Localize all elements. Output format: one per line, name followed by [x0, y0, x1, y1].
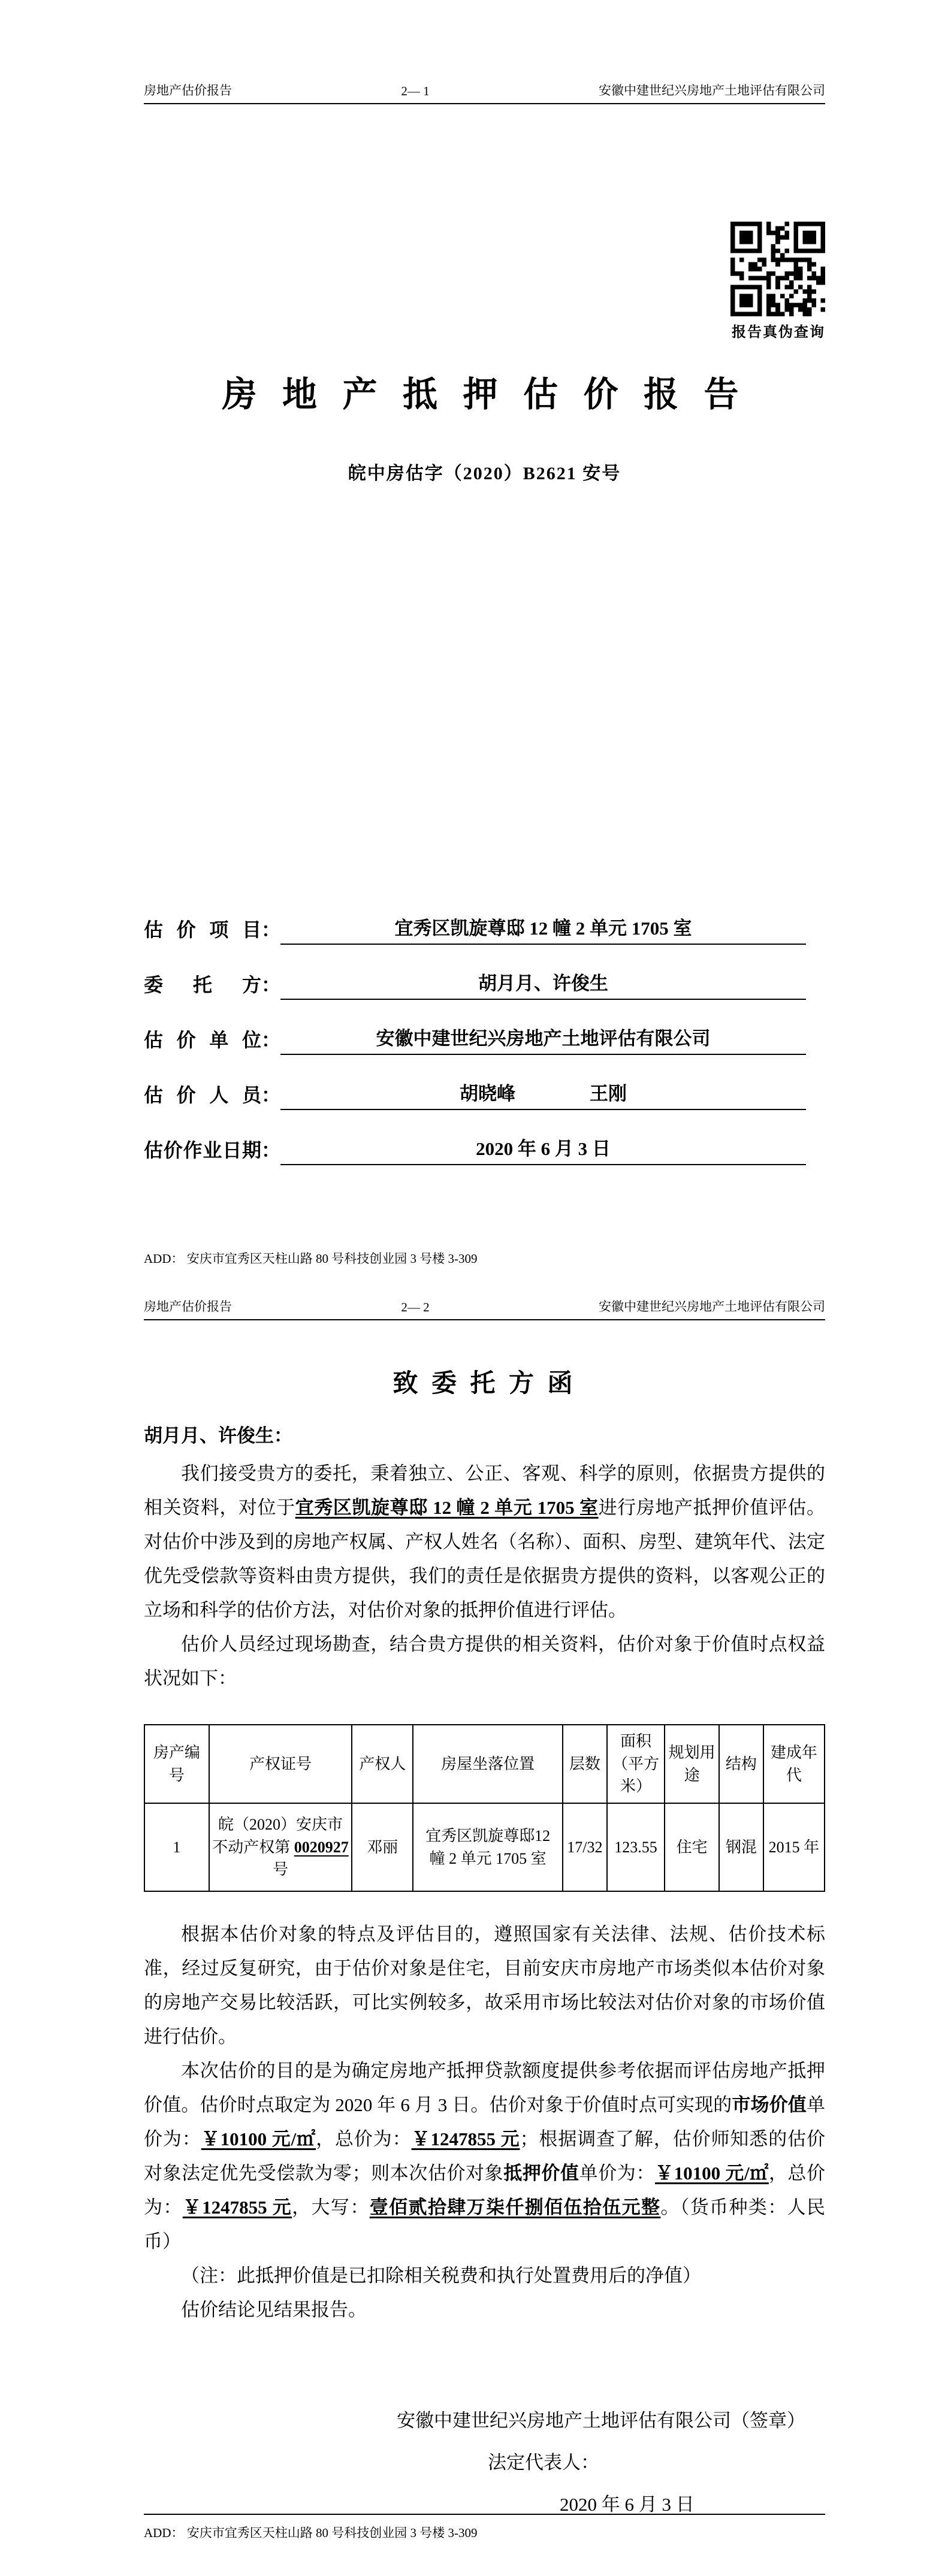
letter-title: 致 委 托 方 函	[393, 1370, 576, 1398]
field-label: 估价单位：	[144, 1029, 281, 1051]
page-2	[0, 1279, 951, 2576]
field-row-appraisers	[144, 1077, 806, 1110]
cell-planned-use: 住宅	[665, 1803, 719, 1891]
cell-property-no: 1	[144, 1803, 209, 1891]
header-page-number: 2— 2	[401, 1300, 430, 1314]
page-footer-address: ADD： 安庆市宜秀区天柱山路 80 号科技创业园 3 号楼 3-309	[144, 1251, 478, 1266]
label-colon: ：	[261, 974, 281, 996]
col-header-area: 面积（平方米）	[607, 1725, 665, 1803]
cover-fields	[144, 911, 825, 1165]
field-value-date: 2020 年 6 月 3 日	[280, 1133, 806, 1165]
cell-area: 123.55	[607, 1803, 665, 1891]
col-header-structure: 结构	[719, 1725, 763, 1803]
field-value-appraisers: 胡晓峰 王刚	[280, 1078, 806, 1110]
col-header-year-built: 建成年代	[763, 1725, 825, 1803]
cell-year-built: 2015 年	[763, 1803, 825, 1891]
cell-cert-no: 皖（2020）安庆市不动产权第 0020927 号	[209, 1803, 352, 1891]
col-header-property-no: 房产编号	[144, 1725, 209, 1803]
signature-legal-rep: 法定代表人：	[488, 2452, 599, 2474]
field-label: 估价人员：	[144, 1084, 281, 1106]
label-colon: ：	[261, 1029, 281, 1051]
qr-block	[144, 222, 825, 341]
salutation: 胡月月、许俊生：	[144, 1425, 292, 1446]
field-label: 估价作业日期：	[144, 1139, 281, 1161]
label-colon: ：	[261, 919, 281, 941]
col-header-location: 房屋坐落位置	[413, 1725, 563, 1803]
field-label: 估价项目：	[144, 919, 281, 941]
label-colon: ：	[261, 1084, 281, 1106]
paragraph-engagement: 我们接受贵方的委托，秉着独立、公正、客观、科学的原则，依据贵方提供的相关资料，对位于宜秀区凯旋尊邸 12 幢 2 单元 1705 室进行房地产抵押价值评估。对估价中涉及到的房地产权属、产权人姓名（名称）、面积、房型、建筑年代、法定优先受偿款等资料由贵方提供，我们的责任是依据贵方提供的资料，以客观公正的立场和科学的估价方法，对估价对象的抵押价值进行评估。	[144, 1463, 826, 1620]
cell-location: 宜秀区凯旋尊邸12 幢 2 单元 1705 室	[413, 1803, 563, 1891]
report-title: 房 地 产 抵 押 估 价 报 告	[222, 375, 747, 414]
header-company-name: 安徽中建世纪兴房地产土地评估有限公司	[599, 83, 825, 98]
paragraph-method: 根据本估价对象的特点及评估目的，遵照国家有关法律、法规、估价技术标准，经过反复研究，由于估价对象是住宅，目前安庆市房地产市场类似本估价对象的房地产交易比较活跃，可比实例较多，故采用市场比较法对估价对象的市场价值进行估价。	[144, 1924, 825, 2048]
col-header-planned-use: 规划用途	[665, 1725, 719, 1803]
page-header	[144, 1279, 825, 1320]
field-value-project: 宜秀区凯旋尊邸 12 幢 2 单元 1705 室	[280, 913, 806, 945]
paragraph-valuation-result: 本次估价的目的是为确定房地产抵押贷款额度提供参考依据而评估房地产抵押价值。估价时点取定为 2020 年 6 月 3 日。估价对象于价值时点可实现的市场价值单价为：￥10100 元/㎡，总价为：￥1247855 元；根据调查了解，估价师知悉的估价对象法定优先受偿款为零；则本次估价对象抵押价值单价为：￥10100 元/㎡，总价为：￥1247855 元，大写：壹佰贰拾肆万柒仟捌佰伍拾伍元整。（货币种类：人民币）	[144, 2060, 826, 2253]
label-colon: ：	[261, 1139, 281, 1161]
paragraph-closing: 估价结论见结果报告。	[181, 2299, 367, 2321]
page-footer-address: ADD： 安庆市宜秀区天柱山路 80 号科技创业园 3 号楼 3-309	[144, 2514, 825, 2541]
header-company-name: 安徽中建世纪兴房地产土地评估有限公司	[599, 1299, 825, 1314]
table-row	[144, 1803, 825, 1891]
field-row-date	[144, 1132, 806, 1165]
field-row-project	[144, 911, 806, 945]
paragraph-inspection: 估价人员经过现场勘查，结合贵方提供的相关资料，估价对象于价值时点权益状况如下：	[144, 1634, 825, 1689]
cell-structure: 钢混	[719, 1803, 763, 1891]
field-row-client	[144, 966, 806, 1000]
header-doc-type: 房地产估价报告	[144, 1299, 232, 1314]
report-number: 皖中房估字（2020）B2621 安号	[348, 464, 621, 483]
signature-block	[144, 2409, 825, 2516]
col-header-cert-no: 产权证号	[209, 1725, 352, 1803]
signature-date: 2020 年 6 月 3 日	[560, 2494, 695, 2515]
page-1	[0, 0, 951, 1279]
col-header-owner: 产权人	[352, 1725, 413, 1803]
header-page-number: 2— 1	[401, 84, 430, 98]
paragraph-note: （注：此抵押价值是已扣除相关税费和执行处置费用后的净值）	[181, 2265, 701, 2287]
signature-company: 安徽中建世纪兴房地产土地评估有限公司（签章）	[397, 2410, 805, 2432]
field-value-client: 胡月月、许俊生	[280, 968, 806, 1000]
table-header-row	[144, 1725, 825, 1803]
qr-code-icon	[730, 222, 825, 316]
cell-owner: 邓丽	[352, 1803, 413, 1891]
field-value-agency: 安徽中建世纪兴房地产土地评估有限公司	[280, 1023, 806, 1055]
header-doc-type: 房地产估价报告	[144, 83, 232, 98]
col-header-floors: 层数	[563, 1725, 607, 1803]
field-row-agency	[144, 1021, 806, 1055]
cell-floors: 17/32	[563, 1803, 607, 1891]
qr-caption: 报告真伪查询	[732, 325, 825, 340]
property-rights-table	[144, 1724, 825, 1892]
field-label: 委托方：	[144, 974, 281, 996]
page-header	[144, 0, 825, 104]
